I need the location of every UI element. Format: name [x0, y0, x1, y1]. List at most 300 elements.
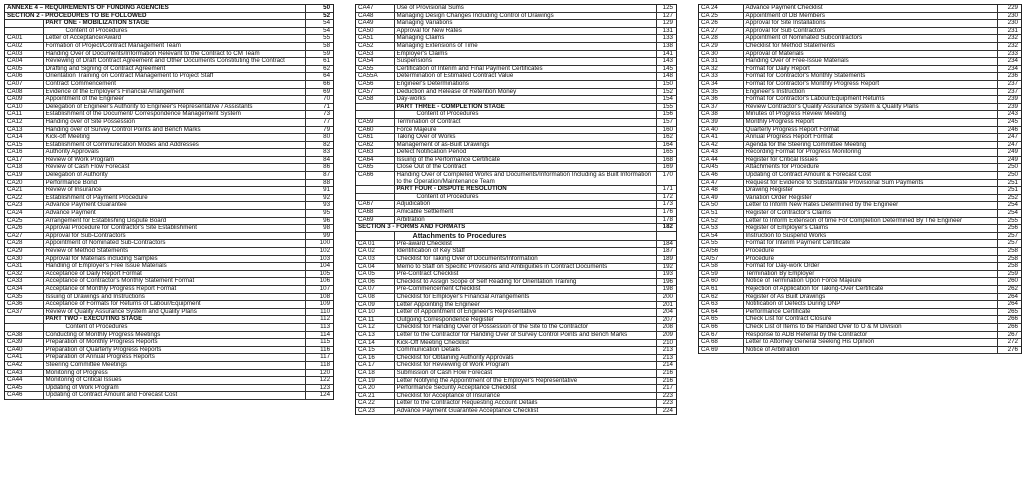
toc-entry — [356, 263, 676, 271]
entry-title: Monitoring of Critical Issues — [43, 377, 305, 385]
entry-title: PART THREE - COMPLETION STAGE — [394, 103, 656, 111]
entry-code: CA20 — [5, 179, 43, 187]
entry-title: PART TWO - EXECUTING STAGE — [43, 316, 305, 324]
entry-code: CA44 — [5, 377, 43, 385]
entry-title: Appointment of Nominated Subcontractors — [743, 35, 997, 43]
toc-entry — [5, 111, 333, 119]
entry-code: CA69 — [356, 216, 394, 224]
entry-title: Approval of Materials — [743, 50, 997, 58]
page-number: 251 — [997, 187, 1021, 195]
page-number: 82 — [305, 141, 333, 149]
entry-code: CA26 — [5, 225, 43, 233]
entry-code: CA25 — [5, 217, 43, 225]
entry-code: CA 38 — [699, 111, 743, 119]
entry-title: Letter to the Contractor Requesting Account Details — [394, 400, 656, 408]
toc-entry — [699, 134, 1021, 142]
page-number: 160 — [656, 126, 676, 134]
page-number: 216 — [656, 377, 676, 385]
entry-title: Letter to Inform Extension of time For Completion Determined By The Engineer — [743, 217, 997, 225]
toc-entry — [356, 118, 676, 126]
page-number: 104 — [305, 263, 333, 271]
page-number: 54 — [305, 27, 333, 35]
toc-entry — [5, 361, 333, 369]
page-number: 258 — [997, 255, 1021, 263]
toc-entry — [5, 293, 333, 301]
entry-title: Letter Notifying the Appointment of the Employer's Representative — [394, 377, 656, 385]
page-number: 157 — [656, 118, 676, 126]
toc-entry — [356, 331, 676, 339]
entry-code: CA 11 — [356, 316, 394, 324]
entry-title: Register of Employer's Claims — [743, 225, 997, 233]
toc-entry — [699, 103, 1021, 111]
entry-code: CA 52 — [699, 217, 743, 225]
entry-title: Establishment of the Document/ Correspondence Management System — [43, 111, 305, 119]
entry-code: CA 67 — [699, 331, 743, 339]
toc-entry — [5, 217, 333, 225]
page-number: 246 — [997, 126, 1021, 134]
entry-code: CA49 — [356, 20, 394, 28]
entry-code: CA10 — [5, 103, 43, 111]
page-number: 115 — [305, 339, 333, 347]
toc-entry — [5, 96, 333, 104]
toc-entry — [5, 35, 333, 43]
entry-title: Monthly Progress Report — [743, 118, 997, 126]
entry-title: Approval Procedure for Contractor's Site Establishment — [43, 225, 305, 233]
page-number: 223 — [656, 392, 676, 400]
toc-entry — [356, 65, 676, 73]
entry-code: CA58 — [356, 96, 394, 104]
entry-code: CA23 — [5, 202, 43, 210]
entry-title: Procedure — [743, 255, 997, 263]
page-number: 249 — [997, 149, 1021, 157]
entry-title: Procedure — [743, 248, 997, 256]
entry-title: Termination By Employer — [743, 270, 997, 278]
page-number: 133 — [656, 35, 676, 43]
entry-title: Amicable Settlement — [394, 209, 656, 217]
toc-entry — [5, 194, 333, 202]
entry-code: CA 34 — [699, 80, 743, 88]
page-number: 272 — [997, 339, 1021, 347]
entry-title: Preparation of Quarterly Progress Reports — [43, 346, 305, 354]
toc-entry — [699, 346, 1021, 354]
page-number: 262 — [997, 285, 1021, 293]
entry-title: Reviewing of Draft Contract Agreement and Other Documents Constituting the Contract — [43, 58, 305, 66]
section-title: SECTION 3 - FORMS AND FORMATS — [356, 224, 656, 232]
entry-title: Variation Order Register — [743, 194, 997, 202]
entry-code: CA13 — [5, 126, 43, 134]
entry-title: Delegation of Authority — [43, 172, 305, 180]
entry-title: Letter to the Contractor for Handing Over of Survey Control Points and Bench Marks — [394, 331, 656, 339]
entry-code: CA34 — [5, 285, 43, 293]
toc-entry — [5, 103, 333, 111]
entry-title: Communication Details — [394, 347, 656, 355]
toc-entry — [356, 392, 676, 400]
entry-title: Format for Daily Report — [743, 65, 997, 73]
toc-entry — [356, 35, 676, 43]
toc-entry — [699, 5, 1021, 12]
entry-code: CA60 — [356, 126, 394, 134]
toc-contents-heading — [5, 27, 333, 35]
toc-table — [5, 5, 333, 400]
entry-title: Updating of Contract Amount & Forecast Cost — [743, 172, 997, 180]
entry-code: CA08 — [5, 88, 43, 96]
entry-title: Acceptance of Daily Report Format — [43, 270, 305, 278]
toc-entry — [5, 179, 333, 187]
entry-code: CA 25 — [699, 12, 743, 20]
entry-code: CA 32 — [699, 65, 743, 73]
toc-entry — [699, 248, 1021, 256]
page-number: 217 — [656, 385, 676, 393]
entry-title: Advance Payment Checklist — [743, 5, 997, 12]
toc-entry — [699, 80, 1021, 88]
toc-entry — [356, 42, 676, 50]
toc-entry — [699, 285, 1021, 293]
toc-entry — [699, 96, 1021, 104]
page-number: 141 — [656, 50, 676, 58]
entry-code: CA39 — [5, 339, 43, 347]
entry-code: CA 21 — [356, 392, 394, 400]
entry-code: CA43 — [5, 369, 43, 377]
page-number: 200 — [656, 293, 676, 301]
entry-title: Review of Method Statements — [43, 248, 305, 256]
entry-code: CA/45 — [699, 164, 743, 172]
page-number: 70 — [305, 96, 333, 104]
entry-title: Monitoring of Progress — [43, 369, 305, 377]
toc-part-heading — [5, 316, 333, 324]
page-number: 88 — [305, 179, 333, 187]
page-number: 59 — [305, 50, 333, 58]
page-number: 95 — [305, 210, 333, 218]
page-number: 243 — [997, 111, 1021, 119]
entry-code: CA35 — [5, 293, 43, 301]
page-number: 187 — [656, 248, 676, 256]
toc-entry — [356, 324, 676, 332]
entry-code: CA 61 — [699, 285, 743, 293]
toc-part-heading — [356, 186, 676, 194]
entry-code: CA66 — [356, 172, 394, 186]
page-number: 201 — [656, 301, 676, 309]
page-number: 250 — [997, 172, 1021, 180]
entry-title: Approval for Sub-Contractors — [43, 232, 305, 240]
toc-entry — [356, 156, 676, 164]
entry-title: Acceptance of Monthly Progress Report Format — [43, 285, 305, 293]
entry-code: CA 39 — [699, 118, 743, 126]
toc-entry — [5, 354, 333, 362]
toc-entry — [356, 50, 676, 58]
entry-title: Outgoing Correspondence Register — [394, 316, 656, 324]
entry-code: CA04 — [5, 58, 43, 66]
entry-code: CA68 — [356, 209, 394, 217]
page-number: 143 — [656, 58, 676, 66]
entry-title: Format for Contractor's Labour/Equipment Returns — [743, 96, 997, 104]
page-number: 230 — [997, 12, 1021, 20]
entry-title: Handing Over of Completed Works and Documents/Information Including as Built Information to the Operation/Maintenance Team — [394, 172, 656, 186]
page-number: 102 — [305, 248, 333, 256]
entry-code: CA 05 — [356, 271, 394, 279]
page-number: 109 — [305, 301, 333, 309]
entry-code: CA 01 — [356, 240, 394, 248]
toc-entry — [5, 58, 333, 66]
entry-title: Review of Work Program — [43, 156, 305, 164]
entry-title: Review of Quality Assurance System and Quality Plans — [43, 308, 305, 316]
page-number: 234 — [997, 65, 1021, 73]
page-number: 257 — [997, 240, 1021, 248]
entry-code: CA 55 — [699, 240, 743, 248]
entry-code: CA 27 — [699, 27, 743, 35]
page-number: 83 — [305, 149, 333, 157]
page-number: 266 — [997, 316, 1021, 324]
page-number — [656, 231, 676, 240]
page-number: 61 — [305, 58, 333, 66]
page-number: 69 — [305, 88, 333, 96]
entry-code: CA59 — [356, 118, 394, 126]
entry-title: Appointment of DB Members — [743, 12, 997, 20]
entry-code: CA 47 — [699, 179, 743, 187]
entry-title: Handing Over of Free-Issue Materials — [743, 58, 997, 66]
entry-code: CA 02 — [356, 248, 394, 256]
page-number: 245 — [997, 118, 1021, 126]
toc-entry — [699, 301, 1021, 309]
toc-entry — [356, 88, 676, 96]
entry-code: CA 07 — [356, 286, 394, 294]
entry-code: CA 49 — [699, 194, 743, 202]
entry-title: Advance Payment Guarantee Acceptance Checklist — [394, 407, 656, 415]
page-number: 120 — [305, 369, 333, 377]
entry-title: Letter Appointing the Engineer — [394, 301, 656, 309]
toc-part-heading — [5, 20, 333, 28]
toc-entry — [699, 263, 1021, 271]
entry-title: Approval for Site Installations — [743, 20, 997, 28]
entry-title: Managing Variations — [394, 20, 656, 28]
toc-entry — [356, 385, 676, 393]
toc-entry — [699, 217, 1021, 225]
page-number: 106 — [305, 278, 333, 286]
entry-code: CA51 — [356, 35, 394, 43]
page-number: 239 — [997, 96, 1021, 104]
entry-title: Register for Critical Issues — [743, 156, 997, 164]
page-number: 207 — [656, 316, 676, 324]
entry-title: PART ONE - MOBILIZATION STAGE — [43, 20, 305, 28]
entry-title: Rejection of Application for Taking-Over Certificate — [743, 285, 997, 293]
entry-title: Issuing of Drawings and Instructions — [43, 293, 305, 301]
toc-entry — [699, 308, 1021, 316]
toc-entry — [699, 339, 1021, 347]
toc-entry — [699, 27, 1021, 35]
entry-code — [356, 193, 394, 201]
page-number: 80 — [305, 134, 333, 142]
page-number: 71 — [305, 103, 333, 111]
entry-title: Notice of Termination Upon Force Majeure — [743, 278, 997, 286]
entry-title: Performance Security Acceptance Checklist — [394, 385, 656, 393]
entry-title: Issuing of the Performance Certificate — [394, 156, 656, 164]
entry-code: CA 54 — [699, 232, 743, 240]
toc-entry — [5, 172, 333, 180]
toc-entry — [5, 126, 333, 134]
entry-title: Memo to Staff on Specific Provisions and Ambiguities in Contract Documents — [394, 263, 656, 271]
page-number: 229 — [997, 5, 1021, 12]
toc-entry — [5, 301, 333, 309]
toc-entry — [5, 331, 333, 339]
entry-title: Format for Interim Payment Certificate — [743, 240, 997, 248]
entry-code: CA36 — [5, 301, 43, 309]
toc-entry — [5, 141, 333, 149]
page-number: 108 — [305, 293, 333, 301]
page-number: 252 — [997, 194, 1021, 202]
entry-title: Handling of Employer's Free Issue Materials — [43, 263, 305, 271]
page-number: 231 — [997, 27, 1021, 35]
toc-entry — [5, 50, 333, 58]
page-number: 256 — [997, 225, 1021, 233]
entry-title: Advance Payment Guarantee — [43, 202, 305, 210]
toc-entry — [5, 118, 333, 126]
page-number: 171 — [656, 186, 676, 194]
entry-code: CA05 — [5, 65, 43, 73]
entry-code: CA 40 — [699, 126, 743, 134]
page-number: 58 — [305, 42, 333, 50]
toc-entry — [5, 369, 333, 377]
entry-title: Preparation of Annual Progress Reports — [43, 354, 305, 362]
entry-title: Use of Provisional Sums — [394, 5, 656, 12]
page-number: 52 — [305, 12, 333, 20]
entry-code: CA 41 — [699, 134, 743, 142]
toc-entry — [5, 240, 333, 248]
entry-code: CA 53 — [699, 225, 743, 233]
entry-title: Notice of Arbitration — [743, 346, 997, 354]
toc-section-heading — [5, 5, 333, 12]
page-number: 184 — [656, 240, 676, 248]
entry-code: CA 36 — [699, 96, 743, 104]
entry-title: Pre-award Checklist — [394, 240, 656, 248]
entry-code: CA 09 — [356, 301, 394, 309]
entry-title: Pre-Contract Checklist — [394, 271, 656, 279]
toc-entry — [5, 210, 333, 218]
entry-title: Agenda for the Steering Committee Meeting — [743, 141, 997, 149]
entry-title: Deduction and Release of Retention Money — [394, 88, 656, 96]
entry-code: CA65 — [356, 164, 394, 172]
page-number: 213 — [656, 347, 676, 355]
entry-code: CA42 — [5, 361, 43, 369]
entry-title: Day-works — [394, 96, 656, 104]
entry-title: Certification of Interim and Final Payment Certificates — [394, 65, 656, 73]
entry-title: Formation of Project/Contract Management Team — [43, 42, 305, 50]
entry-title: Content of Procedures — [394, 193, 656, 201]
entry-title: Kick-off Meeting — [43, 134, 305, 142]
entry-title: Review of Cash Flow Forecast — [43, 164, 305, 172]
entry-code: CA 26 — [699, 20, 743, 28]
entry-code: CA 48 — [699, 187, 743, 195]
page-number: 50 — [305, 5, 333, 12]
entry-code: CA56 — [356, 80, 394, 88]
entry-code: CA 58 — [699, 263, 743, 271]
entry-title: Annual Progress Report Format — [743, 134, 997, 142]
entry-title: Authority Approvals — [43, 149, 305, 157]
page-number: 237 — [997, 88, 1021, 96]
page-number: 165 — [656, 149, 676, 157]
entry-title: Submission of Cash Flow Forecast — [394, 369, 656, 377]
entry-code: CA19 — [5, 172, 43, 180]
entry-title: Appointment of the Engineer — [43, 96, 305, 104]
page-number: 62 — [305, 65, 333, 73]
entry-code: CA31 — [5, 263, 43, 271]
toc-entry — [356, 400, 676, 408]
page-number: 237 — [997, 80, 1021, 88]
page-number: 125 — [656, 5, 676, 12]
page-number: 224 — [656, 407, 676, 415]
toc-entry — [356, 301, 676, 309]
entry-code: CA 33 — [699, 73, 743, 81]
toc-entry — [356, 58, 676, 66]
entry-code: CA50 — [356, 27, 394, 35]
toc-entry — [356, 5, 676, 12]
entry-code: CA 59 — [699, 270, 743, 278]
page-number: 172 — [656, 193, 676, 201]
toc-entry — [356, 216, 676, 224]
toc-entry — [699, 225, 1021, 233]
entry-code: CA 23 — [356, 407, 394, 415]
page-number: 232 — [997, 35, 1021, 43]
entry-code: CA16 — [5, 149, 43, 157]
toc-entry — [5, 164, 333, 172]
entry-code: CA41 — [5, 354, 43, 362]
page-number: 247 — [997, 141, 1021, 149]
entry-code: CA 37 — [699, 103, 743, 111]
toc-entry — [356, 256, 676, 264]
entry-title: Determination of Estimated Contract Value — [394, 73, 656, 81]
toc-entry — [699, 316, 1021, 324]
entry-title: Termination of Contract — [394, 118, 656, 126]
entry-code: CA55 — [356, 65, 394, 73]
page-number: 236 — [997, 73, 1021, 81]
entry-code: CA46 — [5, 392, 43, 400]
page-number: 99 — [305, 232, 333, 240]
toc-column-2 — [355, 4, 677, 415]
toc-entry — [356, 149, 676, 157]
entry-code: CA 08 — [356, 293, 394, 301]
entry-title: Handing over of Survey Control Points and Bench Marks — [43, 126, 305, 134]
entry-code: CA02 — [5, 42, 43, 50]
entry-code: CA 31 — [699, 58, 743, 66]
entry-code: CA 29 — [699, 42, 743, 50]
entry-title: Managing Design Changes Including Control of Drawings — [394, 12, 656, 20]
entry-title: Adjudication — [394, 201, 656, 209]
entry-code: CA14 — [5, 134, 43, 142]
entry-code: CA63 — [356, 149, 394, 157]
toc-entry — [5, 156, 333, 164]
entry-code: CA57 — [356, 88, 394, 96]
page-number: 209 — [656, 331, 676, 339]
toc-entry — [699, 88, 1021, 96]
toc-entry — [356, 362, 676, 370]
entry-code: CA 13 — [356, 331, 394, 339]
page-number: 193 — [656, 271, 676, 279]
entry-title: Format for Contractor's Monthly Progress Report — [743, 80, 997, 88]
toc-entry — [699, 278, 1021, 286]
entry-code: CA45 — [5, 384, 43, 392]
entry-code: CA09 — [5, 96, 43, 104]
toc-entry — [356, 271, 676, 279]
page-number: 114 — [305, 331, 333, 339]
toc-entry — [5, 377, 333, 385]
toc-entry — [699, 50, 1021, 58]
toc-entry — [5, 278, 333, 286]
page-number: 232 — [997, 42, 1021, 50]
toc-entry — [356, 27, 676, 35]
entry-title: Updating of Contract Amount and Forecast Cost — [43, 392, 305, 400]
entry-title: Attachments for Procedure — [743, 164, 997, 172]
entry-title: Register of Contractor's Claims — [743, 210, 997, 218]
page-number: 208 — [656, 324, 676, 332]
entry-title: Acceptance of Contractor's Monthly Statement Format — [43, 278, 305, 286]
